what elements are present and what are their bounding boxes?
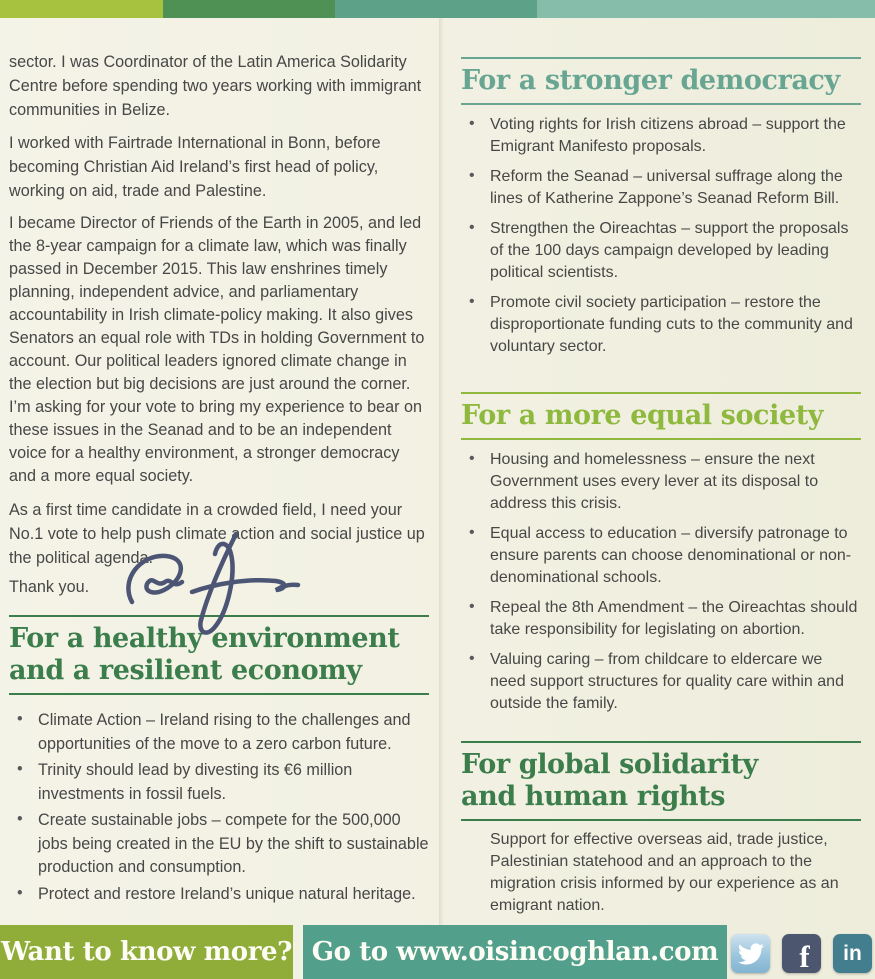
footer-website-banner <box>303 925 727 979</box>
left-column <box>9 50 429 909</box>
bullet-icon: • <box>469 450 475 467</box>
section-title-line: For a healthy environment <box>9 623 400 654</box>
bullet-item <box>9 709 429 756</box>
section-title-line: and human rights <box>461 781 726 812</box>
bullet-item <box>461 166 861 210</box>
top-color-bar <box>0 0 875 18</box>
footer-know-more-banner <box>0 925 293 979</box>
bullet-text: Repeal the 8th Amendment – the Oireachtas should take responsibility for legislating on abortion. <box>490 599 858 638</box>
bio-paragraph: I became Director of Friends of the Earth in 2005, and led the 8-year campaign for a climate law, which was finally passed in December 2015. This law enshrines timely planning, independent advice, and parliamentary accountability in Irish climate-policy making. It also gives Senators an equal role with TDs in holding Government to account. Our political leaders ignored climate change in the election but big decisions are just around the corner. I’m asking for your vote to bring my experience to bear on these issues in the Seanad and to be an independent voice for a healthy environment, a stronger democracy and a more equal society. <box>9 214 425 485</box>
signature-handwriting <box>118 528 323 646</box>
section-divider <box>461 438 861 440</box>
bullet-item <box>9 759 429 806</box>
section-divider <box>9 693 429 695</box>
website-url-label: Go to www.oisincoghlan.com <box>311 937 719 967</box>
bio-paragraph: I worked with Fairtrade International in Bonn, before becoming Christian Aid Ireland’s first head of policy, working on aid, trade and Palestine. <box>9 134 381 200</box>
bullet-text: Housing and homelessness – ensure the next Government uses every lever at its disposal to address this crisis. <box>490 451 819 512</box>
bullet-item <box>461 292 861 358</box>
bullet-text: Valuing caring – from childcare to eldercare we need support structures for quality care within and outside the family. <box>490 651 844 712</box>
bullet-item <box>461 523 861 589</box>
bullet-text: Trinity should lead by divesting its €6 million investments in fossil fuels. <box>38 761 353 803</box>
bullet-item <box>461 218 861 284</box>
bullet-item <box>461 449 861 515</box>
top-bar-segment-light-teal <box>537 0 875 18</box>
bullet-icon: • <box>17 760 23 778</box>
section-title-line: For global solidarity <box>461 749 758 780</box>
section-title-equal-society: For a more equal society <box>461 400 824 431</box>
section-divider <box>461 57 861 59</box>
section-divider <box>461 819 861 821</box>
bullet-item <box>461 597 861 641</box>
top-bar-segment-green <box>163 0 335 18</box>
bullet-icon: • <box>469 598 475 615</box>
thank-you-text: Thank you. <box>9 578 90 596</box>
know-more-label: Want to know more? <box>1 937 292 967</box>
section-title-global-solidarity <box>461 749 861 813</box>
bullet-icon: • <box>469 115 475 132</box>
top-bar-segment-teal <box>335 0 537 18</box>
bullet-item <box>461 649 861 715</box>
bullet-icon: • <box>17 710 23 728</box>
section-stronger-democracy <box>461 57 861 358</box>
bullet-text: Voting rights for Irish citizens abroad – support the Emigrant Manifesto proposals. <box>490 116 846 155</box>
appeal-paragraph: As a first time candidate in a crowded field, I need your No.1 vote to help push climate action and social justice up the political agenda. <box>9 501 425 567</box>
section-title-line: and a resilient economy <box>9 655 362 686</box>
bullet-item <box>9 809 429 880</box>
bullet-icon: • <box>469 219 475 236</box>
linkedin-icon <box>833 934 872 973</box>
bullet-icon: • <box>469 524 475 541</box>
healthy-environment-bullet-list <box>9 709 429 906</box>
facebook-f-glyph: f <box>799 938 810 974</box>
bullet-text: Equal access to education – diversify patronage to ensure parents can choose denominational or non-denominational schools. <box>490 525 852 586</box>
twitter-bird-icon <box>738 941 764 967</box>
section-divider <box>461 392 861 394</box>
bullet-icon: • <box>17 883 23 902</box>
bullet-text: Protect and restore Ireland’s unique natural heritage. <box>38 884 416 903</box>
bullet-icon: • <box>469 293 475 310</box>
right-column <box>461 50 861 917</box>
section-divider <box>461 741 861 743</box>
bullet-item <box>9 883 429 907</box>
section-equal-society <box>461 392 861 715</box>
facebook-icon <box>782 934 821 973</box>
bullet-text: Strengthen the Oireachtas – support the proposals of the 100 days campaign developed by leading political scientists. <box>490 220 849 281</box>
section-divider <box>461 103 861 105</box>
page-fold-crease <box>439 18 444 925</box>
bullet-text: Reform the Seanad – universal suffrage along the lines of Katherine Zappone’s Seanad Reform Bill. <box>490 168 843 207</box>
bullet-text: Create sustainable jobs – compete for the 500,000 jobs being created in the EU by the shift to sustainable production and consumption. <box>38 811 429 876</box>
bullet-icon: • <box>17 810 23 828</box>
top-bar-segment-lime <box>0 0 163 18</box>
bullet-icon: • <box>469 167 475 184</box>
section-title-stronger-democracy: For a stronger democracy <box>461 65 840 96</box>
twitter-icon <box>731 934 770 973</box>
bio-paragraph: sector. I was Coordinator of the Latin America Solidarity Centre before spending two years working with immigrant communities in Belize. <box>9 53 422 119</box>
equal-society-bullet-list <box>461 449 861 715</box>
section-global-solidarity <box>461 741 861 917</box>
bullet-icon: • <box>469 650 475 667</box>
bullet-text: Promote civil society participation – restore the disproportionate funding cuts to the community and voluntary sector. <box>490 294 853 355</box>
linkedin-in-glyph: in <box>843 941 862 965</box>
bullet-item <box>461 114 861 158</box>
global-solidarity-paragraph: Support for effective overseas aid, trade justice, Palestinian statehood and an approach to the migration crisis informed by our experience as an emigrant nation. <box>490 831 839 914</box>
democracy-bullet-list <box>461 114 861 358</box>
bullet-text: Climate Action – Ireland rising to the challenges and opportunities of the move to a zero carbon future. <box>38 711 411 753</box>
